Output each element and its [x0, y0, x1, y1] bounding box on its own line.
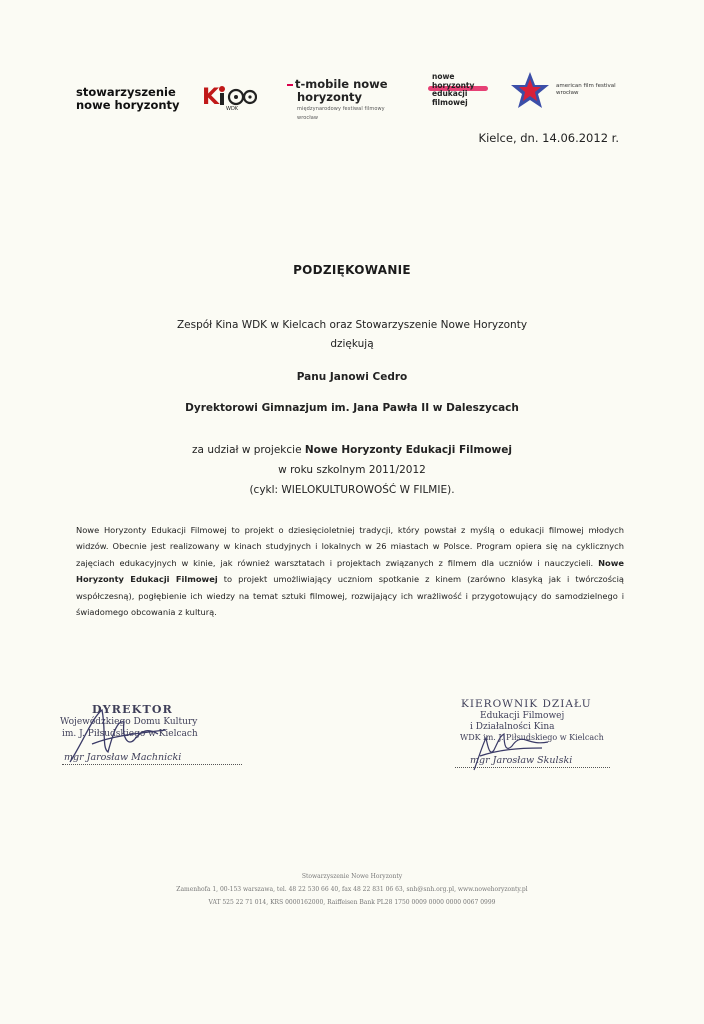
- tmobile-accent-bar: [287, 84, 293, 86]
- logo-line: nowe horyzonty: [76, 98, 180, 112]
- cycle-line: (cykl: WIELOKULTUROWOŚĆ W FILMIE).: [249, 484, 455, 496]
- thanks-verb: dziękują: [330, 338, 374, 350]
- aff-line: wrocław: [556, 90, 579, 96]
- description-project-name: Nowe Horyzonty Edukacji Filmowej: [76, 557, 624, 585]
- tmobile-sub-2: wrocław: [297, 115, 319, 121]
- recipient-role: Dyrektorowi Gimnazjum im. Jana Pawła II w Daleszycach: [185, 402, 519, 414]
- star-icon: [510, 71, 550, 109]
- tmobile-title-2: horyzonty: [297, 90, 363, 104]
- logo-k: K: [202, 85, 220, 110]
- left-stamp-name: mgr Jarosław Machnicki: [64, 752, 182, 763]
- logo-wdk-text: WDK: [226, 106, 239, 112]
- footer-address: Zamenhofa 1, 00-153 warszawa, tel. 48 22 530 66 40, fax 48 22 831 06 63, snh@snh.org.pl, www.nowehoryzonty.pl: [176, 886, 528, 893]
- logo-line: stowarzyszenie: [76, 85, 176, 99]
- tmobile-sub-1: międzynarodowy festiwal filmowy: [297, 106, 385, 112]
- nhef-line: nowe: [432, 72, 455, 81]
- footer-registration: VAT 525 22 71 014, KRS 0000162000, Raiffeisen Bank PL28 1750 0009 0000 0000 0067 0999: [208, 899, 496, 906]
- left-stamp-line-1: Wojewódzkiego Domu Kultury: [60, 717, 198, 727]
- footer-organization: Stowarzyszenie Nowe Horyzonty: [301, 873, 403, 880]
- right-stamp-name: mgr Jarosław Skulski: [470, 755, 573, 766]
- nowe-horyzonty-edukacji-filmowej-logo: [428, 73, 492, 113]
- right-signature-line: [455, 767, 610, 768]
- description-part-2: to projekt umożliwiający uczniom spotkanie z kinem (zarówno klasyką jak i twórczością współczesną), pogłębienie ich wiedzy na temat sztuki filmowej, rozwijający ich wrażliwość i przygotowujący do samodzielnego i świadomego obcowania z kulturą.: [76, 574, 624, 618]
- tmobile-nowe-horyzonty-logo: [287, 78, 397, 122]
- participation-prefix: za udział w projekcie: [192, 444, 305, 456]
- right-stamp-line-2: i Działalności Kina: [470, 722, 555, 732]
- nhef-line: edukacji: [432, 89, 468, 98]
- left-stamp-line-2: im. J. Piłsudskiego w Kielcach: [62, 729, 198, 739]
- kino-wdk-logo: [201, 80, 257, 112]
- intro-line: Zespół Kina WDK w Kielcach oraz Stowarzyszenie Nowe Horyzonty: [176, 319, 528, 331]
- right-stamp-line-3: WDK im. J. Piłsudskiego w Kielcach: [460, 733, 604, 742]
- project-description: [76, 522, 624, 620]
- nowe-horyzonty-logo: [76, 86, 180, 112]
- left-signature-line: [62, 764, 242, 765]
- tmobile-title-1: t-mobile nowe: [295, 77, 388, 91]
- nhef-line: filmowej: [432, 97, 468, 107]
- nhef-line: horyzonty: [432, 80, 475, 90]
- description-part-1: Nowe Horyzonty Edukacji Filmowej to projekt o dziesięcioletniej tradycji, który powstał z myślą o edukacji filmowej młodych widzów. Obecnie jest realizowany w kinach studyjnych i lokalnych w 26 miastach w Polsce. Program opiera się na cyklicznych zajęciach edukacyjnych w kinie, jak również warsztatach i projektach związanych z filmem dla uczniów i nauczycieli.: [76, 525, 624, 568]
- school-year-line: w roku szkolnym 2011/2012: [278, 464, 426, 476]
- left-stamp-title: DYREKTOR: [92, 703, 173, 716]
- letter-date: Kielce, dn. 14.06.2012 r.: [478, 131, 619, 145]
- letter-title: PODZIĘKOWANIE: [293, 263, 411, 277]
- aff-line: american film festival: [556, 83, 616, 89]
- right-stamp-title: KIEROWNIK DZIAŁU: [461, 698, 592, 710]
- project-name: Nowe Horyzonty Edukacji Filmowej: [304, 444, 512, 456]
- right-stamp-line-1: Edukacji Filmowej: [480, 711, 565, 721]
- participation-line: [0, 444, 704, 456]
- recipient-name: Panu Janowi Cedro: [296, 371, 408, 383]
- american-film-festival-logo: [556, 83, 626, 97]
